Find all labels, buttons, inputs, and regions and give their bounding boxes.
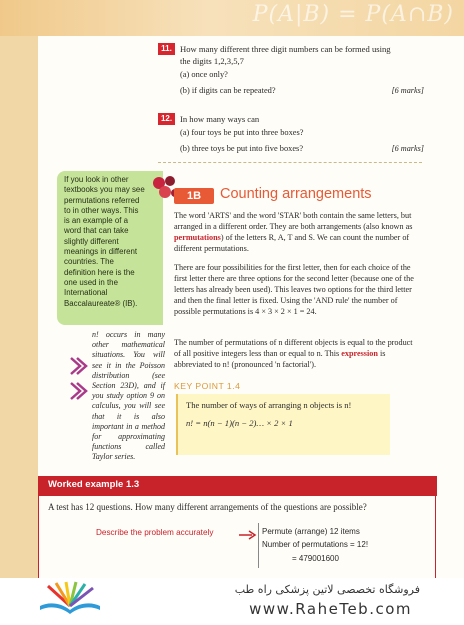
exercise-number: 11. [158, 43, 175, 55]
worked-example-answer: Permute (arrange) 12 items [262, 527, 360, 536]
banner-formula: P(A|B) = P(A∩B) [252, 2, 454, 27]
books-logo-icon [38, 580, 102, 616]
exercise-number: 12. [158, 113, 175, 125]
marks-label: [6 marks] [391, 144, 424, 153]
top-banner [0, 0, 464, 36]
left-margin-stripe [0, 0, 38, 580]
divider [158, 162, 422, 163]
paragraph: The number of permutations of n different objects is equal to the product of all positive integers less than or equal to n. This expression is abbreviated to n! (pronounced 'n factorial'). [174, 338, 413, 370]
exercise-part: (b) if digits can be repeated? [180, 86, 276, 95]
worked-example-answer: Number of permutations = 12! [262, 540, 369, 549]
chevron-right-icon [68, 356, 88, 376]
worked-example-hint: Describe the problem accurately [96, 528, 214, 537]
answer-divider [258, 523, 259, 568]
worked-example-question: A test has 12 questions. How many different arrangements of the questions are possible? [48, 502, 367, 512]
section-number: 1B [174, 188, 214, 204]
shop-url[interactable]: www.RaheTeb.com [249, 600, 412, 618]
exercise-part: (a) once only? [180, 70, 228, 79]
keyword: expression [341, 349, 378, 359]
marks-label: [6 marks] [391, 86, 424, 95]
key-point-formula: n! = n(n − 1)(n − 2)… × 2 × 1 [186, 418, 293, 428]
section-title: Counting arrangements [220, 186, 372, 202]
side-note: n! occurs in many other mathematical situations. You will see it in the Poisson distribution (see Section 23D), and if you study option 9 on calculus, you will see that it is also important in a method for approximating functions called Taylor series. [92, 330, 165, 462]
keyword: permutations [174, 233, 221, 243]
key-point-label: KEY POINT 1.4 [174, 381, 241, 391]
shop-name: فروشگاه تخصصی لاتین پزشکی راه طب [234, 583, 420, 596]
tip-text: If you look in other textbooks you may see permutations referred to in other ways. This is an example of a word that can take slightly different meanings in different countries. The definition here is the one used in the International Baccalaureate® (IB). [64, 175, 145, 308]
exercise-part: (a) four toys be put into three boxes? [180, 128, 304, 137]
key-point-text: The number of ways of arranging n objects is n! [186, 400, 352, 410]
worked-example-answer: = 479001600 [292, 554, 339, 563]
exercise-part: (b) three toys be put into five boxes? [180, 144, 304, 153]
chevron-right-icon [68, 381, 88, 401]
exercise-text: How many different three digit numbers can be formed using [180, 44, 391, 54]
exercise-text: the digits 1,2,3,5,7 [180, 56, 244, 66]
arrow-right-icon [239, 530, 257, 540]
paragraph: There are four possibilities for the first letter, then for each choice of the first letter there are three options for the second letter (because one of the letters has already been used). This leaves two options for the third letter and then the final letter is fixed. Using the 'AND rule' the number of possible permutations is 4 × 3 × 2 × 1 = 24. [174, 263, 414, 317]
exercise-text: In how many ways can [180, 114, 260, 124]
paragraph: The word 'ARTS' and the word 'STAR' both contain the same letters, but arranged in a different order. They are both arrangements (also known as permutations) of the letters R, A, T and S. We can count the number of different permutations. [174, 211, 413, 254]
worked-example-title: Worked example 1.3 [48, 479, 140, 490]
